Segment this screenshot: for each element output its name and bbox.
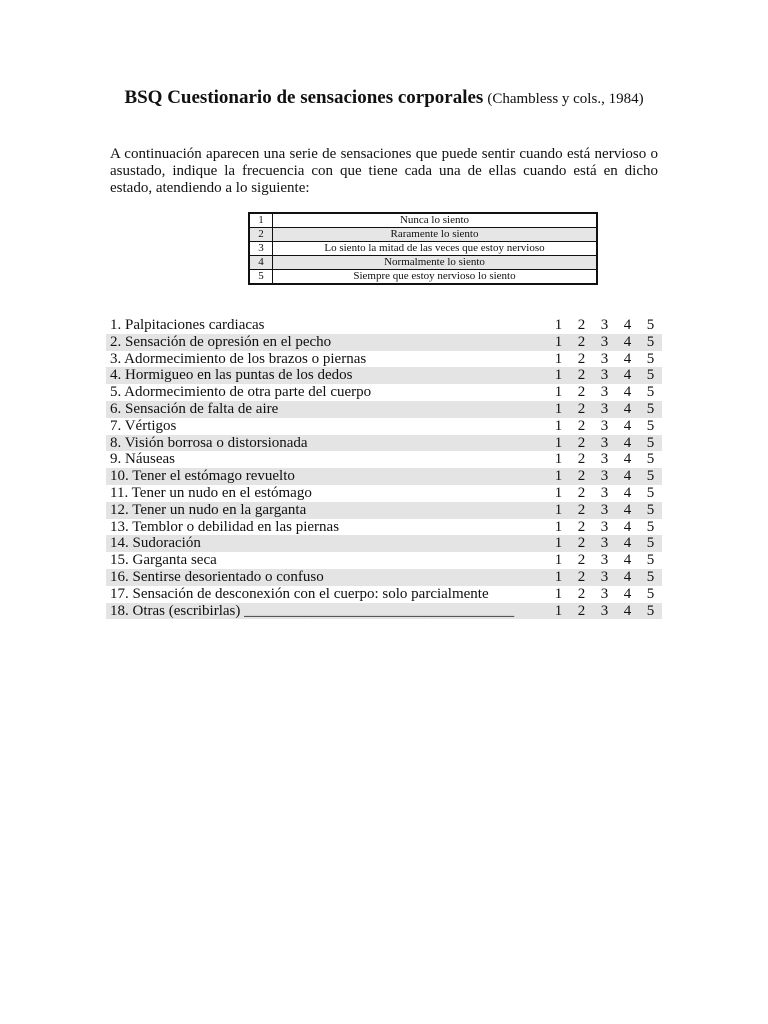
scale-row: [249, 256, 597, 270]
rating-option[interactable]: 5: [646, 317, 655, 333]
item-rating-options: [547, 586, 662, 603]
item-label: 1. Palpitaciones cardiacas: [110, 317, 265, 333]
rating-option[interactable]: 3: [600, 333, 609, 350]
item-label: 2. Sensación de opresión en el pecho: [110, 333, 332, 350]
items-list: [106, 317, 662, 619]
scale-label: Raramente lo siento: [273, 228, 598, 242]
rating-option[interactable]: 3: [600, 384, 609, 401]
rating-option[interactable]: 2: [577, 400, 586, 417]
rating-option[interactable]: 5: [646, 417, 655, 434]
rating-option[interactable]: 2: [577, 417, 586, 434]
rating-option[interactable]: 5: [646, 451, 655, 468]
rating-option[interactable]: 1: [554, 434, 563, 451]
scale-label: Lo siento la mitad de las veces que estoy nervioso: [273, 242, 598, 256]
rating-option[interactable]: 4: [623, 451, 632, 468]
item-row: [106, 468, 662, 485]
item-rating-options: [547, 435, 662, 452]
item-label: 13. Temblor o debilidad en las piernas: [110, 518, 340, 535]
rating-option[interactable]: 1: [554, 333, 563, 350]
rating-option[interactable]: 4: [623, 552, 632, 569]
item-label: 14. Sudoración: [110, 535, 201, 552]
item-label: 4. Hormigueo en las puntas de los dedos: [110, 367, 353, 384]
rating-option[interactable]: 3: [600, 602, 609, 619]
rating-option[interactable]: 3: [600, 552, 609, 569]
scale-value: 5: [249, 270, 273, 285]
item-label: 5. Adormecimiento de otra parte del cuerpo: [110, 384, 372, 401]
rating-option[interactable]: 5: [646, 333, 655, 350]
item-row: [106, 334, 662, 351]
scale-value: 2: [249, 228, 273, 242]
item-row: [106, 569, 662, 586]
rating-option[interactable]: 2: [577, 350, 586, 367]
rating-option[interactable]: 2: [577, 518, 586, 535]
item-rating-options: [547, 603, 662, 620]
rating-option[interactable]: 5: [646, 501, 655, 518]
rating-option[interactable]: 2: [577, 535, 586, 552]
rating-option[interactable]: 1: [554, 568, 563, 585]
item-rating-options: [547, 519, 662, 536]
rating-option[interactable]: 2: [577, 384, 586, 401]
item-label: 3. Adormecimiento de los brazos o piernas: [110, 350, 367, 367]
rating-option[interactable]: 2: [577, 468, 586, 485]
rating-option[interactable]: 3: [600, 350, 609, 367]
item-rating-options: [547, 401, 662, 418]
rating-option[interactable]: 3: [600, 400, 609, 417]
rating-option[interactable]: 1: [554, 384, 563, 401]
item-row: [106, 418, 662, 435]
item-label: 18. Otras (escribirlas) ____________________________________: [110, 602, 515, 619]
item-row: [106, 451, 662, 468]
rating-option[interactable]: 3: [600, 367, 609, 384]
item-row: [106, 519, 662, 536]
rating-option[interactable]: 4: [623, 518, 632, 535]
item-row: [106, 367, 662, 384]
rating-option[interactable]: 2: [577, 333, 586, 350]
rating-option[interactable]: 1: [554, 451, 563, 468]
rating-option[interactable]: 2: [577, 317, 586, 333]
rating-option[interactable]: 5: [646, 535, 655, 552]
scale-row: [249, 270, 597, 285]
rating-option[interactable]: 3: [600, 518, 609, 535]
response-scale-table: [248, 212, 598, 285]
item-rating-options: [547, 451, 662, 468]
item-label: 11. Tener un nudo en el estómago: [110, 484, 312, 501]
rating-option[interactable]: 4: [623, 568, 632, 585]
item-rating-options: [547, 468, 662, 485]
rating-option[interactable]: 1: [554, 317, 563, 333]
item-row: [106, 384, 662, 401]
rating-option[interactable]: 4: [623, 317, 632, 333]
rating-option[interactable]: 2: [577, 434, 586, 451]
instructions-paragraph: A continuación aparecen una serie de sensaciones que puede sentir cuando está nervioso o asustado, indique la frecuencia con que tiene cada una de ellas cuando está en dicho estado, atendiendo a lo siguiente:: [110, 146, 658, 196]
item-rating-options: [547, 552, 662, 569]
item-row: [106, 502, 662, 519]
item-row: [106, 552, 662, 569]
rating-option[interactable]: 1: [554, 518, 563, 535]
rating-option[interactable]: 5: [646, 568, 655, 585]
item-rating-options: [547, 569, 662, 586]
scale-label: Siempre que estoy nervioso lo siento: [273, 270, 598, 285]
item-label: 9. Náuseas: [110, 451, 175, 468]
item-rating-options: [547, 535, 662, 552]
rating-option[interactable]: 3: [600, 434, 609, 451]
rating-option[interactable]: 4: [623, 417, 632, 434]
rating-option[interactable]: 4: [623, 484, 632, 501]
item-row: [106, 351, 662, 368]
rating-option[interactable]: 2: [577, 501, 586, 518]
rating-option[interactable]: 1: [554, 400, 563, 417]
rating-option[interactable]: 3: [600, 568, 609, 585]
rating-option[interactable]: 4: [623, 468, 632, 485]
rating-option[interactable]: 4: [623, 535, 632, 552]
scale-label: Normalmente lo siento: [273, 256, 598, 270]
rating-option[interactable]: 2: [577, 484, 586, 501]
item-label: 6. Sensación de falta de aire: [110, 400, 279, 417]
rating-option[interactable]: 4: [623, 367, 632, 384]
scale-row: [249, 213, 597, 228]
rating-option[interactable]: 1: [554, 484, 563, 501]
document-title: BSQ Cuestionario de sensaciones corporales: [124, 87, 484, 108]
item-rating-options: [547, 351, 662, 368]
rating-option[interactable]: 2: [577, 568, 586, 585]
rating-option[interactable]: 3: [600, 451, 609, 468]
item-row: [106, 401, 662, 418]
item-label: 12. Tener un nudo en la garganta: [110, 501, 307, 518]
rating-option[interactable]: 1: [554, 535, 563, 552]
rating-option[interactable]: 2: [577, 602, 586, 619]
rating-option[interactable]: 1: [554, 602, 563, 619]
item-label: 7. Vértigos: [110, 417, 177, 434]
item-rating-options: [547, 317, 662, 334]
rating-option[interactable]: 3: [600, 585, 609, 602]
item-row: [106, 485, 662, 502]
item-label: 10. Tener el estómago revuelto: [110, 468, 295, 485]
rating-option[interactable]: 1: [554, 350, 563, 367]
rating-option[interactable]: 1: [554, 367, 563, 384]
rating-option[interactable]: 5: [646, 518, 655, 535]
item-label: 17. Sensación de desconexión con el cuerpo: solo parcialmente: [110, 585, 489, 602]
rating-option[interactable]: 4: [623, 434, 632, 451]
scale-label: Nunca lo siento: [273, 213, 598, 228]
rating-option[interactable]: 4: [623, 501, 632, 518]
rating-option[interactable]: 4: [623, 350, 632, 367]
item-row: [106, 603, 662, 620]
scale-row: [249, 242, 597, 256]
item-rating-options: [547, 502, 662, 519]
rating-option[interactable]: 1: [554, 501, 563, 518]
rating-option[interactable]: 4: [623, 602, 632, 619]
item-row: [106, 535, 662, 552]
item-label: 16. Sentirse desorientado o confuso: [110, 568, 324, 585]
rating-option[interactable]: 3: [600, 317, 609, 333]
item-rating-options: [547, 334, 662, 351]
item-row: [106, 317, 662, 334]
rating-option[interactable]: 5: [646, 384, 655, 401]
rating-option[interactable]: 4: [623, 400, 632, 417]
rating-option[interactable]: 5: [646, 602, 655, 619]
scale-row: [249, 228, 597, 242]
scale-value: 4: [249, 256, 273, 270]
item-rating-options: [547, 418, 662, 435]
rating-option[interactable]: 1: [554, 468, 563, 485]
citation: (Chambless y cols., 1984): [487, 91, 644, 107]
rating-option[interactable]: 5: [646, 484, 655, 501]
rating-option[interactable]: 5: [646, 468, 655, 485]
rating-option[interactable]: 3: [600, 468, 609, 485]
rating-option[interactable]: 4: [623, 384, 632, 401]
item-rating-options: [547, 485, 662, 502]
rating-option[interactable]: 1: [554, 417, 563, 434]
item-row: [106, 435, 662, 452]
rating-option[interactable]: 2: [577, 552, 586, 569]
rating-option[interactable]: 4: [623, 585, 632, 602]
rating-option[interactable]: 3: [600, 484, 609, 501]
scale-value: 3: [249, 242, 273, 256]
scale-value: 1: [249, 213, 273, 228]
rating-option[interactable]: 3: [600, 535, 609, 552]
rating-option[interactable]: 2: [577, 585, 586, 602]
item-label: 8. Visión borrosa o distorsionada: [110, 434, 308, 451]
rating-option[interactable]: 5: [646, 552, 655, 569]
rating-option[interactable]: 3: [600, 417, 609, 434]
rating-option[interactable]: 2: [577, 367, 586, 384]
item-rating-options: [547, 384, 662, 401]
rating-option[interactable]: 5: [646, 434, 655, 451]
item-rating-options: [547, 367, 662, 384]
title-block: [100, 88, 668, 109]
rating-option[interactable]: 5: [646, 585, 655, 602]
rating-option[interactable]: 1: [554, 552, 563, 569]
rating-option[interactable]: 4: [623, 333, 632, 350]
rating-option[interactable]: 5: [646, 367, 655, 384]
rating-option[interactable]: 5: [646, 400, 655, 417]
rating-option[interactable]: 1: [554, 585, 563, 602]
item-label: 15. Garganta seca: [110, 552, 217, 569]
rating-option[interactable]: 5: [646, 350, 655, 367]
item-row: [106, 586, 662, 603]
rating-option[interactable]: 3: [600, 501, 609, 518]
rating-option[interactable]: 2: [577, 451, 586, 468]
